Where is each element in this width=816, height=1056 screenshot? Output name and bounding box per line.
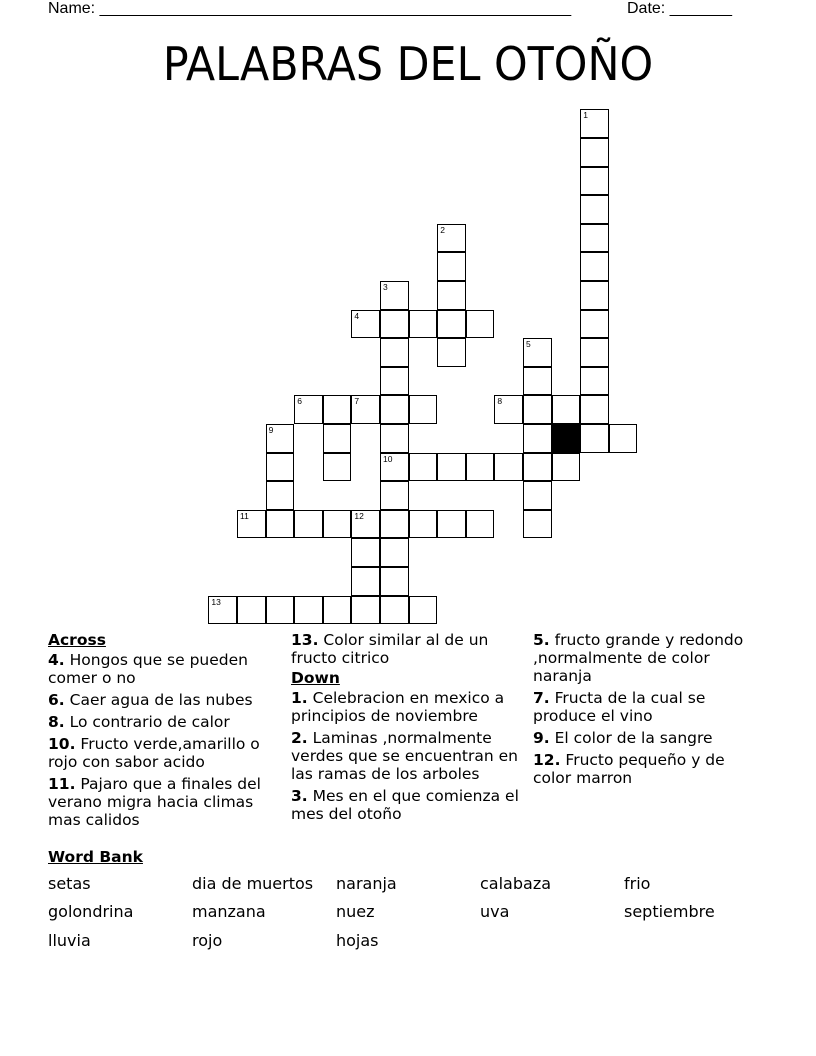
word-bank-item: uva [480,902,510,921]
grid-cell[interactable] [266,481,295,510]
grid-cell[interactable] [609,424,638,453]
clues-column-1 [48,631,273,833]
word-bank-item: naranja [336,874,397,893]
grid-cell[interactable] [323,424,352,453]
grid-cell[interactable] [380,395,409,424]
grid-cell[interactable] [523,338,552,367]
word-bank-item: nuez [336,902,375,921]
grid-cell[interactable] [380,481,409,510]
grid-cell[interactable] [437,310,466,339]
grid-cell[interactable] [523,481,552,510]
grid-cell[interactable] [437,338,466,367]
word-bank-item: manzana [192,902,266,921]
grid-cell[interactable] [437,510,466,539]
clue-down-12: 12. Fructo pequeño y de color marron [533,751,725,787]
clues-column-2 [291,631,519,827]
word-bank-item: frio [624,874,651,893]
clue-number: 3 [383,282,388,292]
grid-cell[interactable] [580,338,609,367]
clues-column-3 [533,631,763,791]
clue-across-10: 10. Fructo verde,amarillo o rojo con sabor acido [48,735,260,771]
clue-number: 11 [240,510,249,521]
grid-cell[interactable] [409,310,438,339]
grid-cell[interactable] [351,538,380,567]
grid-cell[interactable] [351,567,380,596]
grid-cell[interactable] [466,453,495,482]
word-bank-heading: Word Bank [48,848,143,866]
grid-cell[interactable] [466,510,495,539]
grid-cell[interactable] [580,109,609,138]
grid-cell[interactable] [380,453,409,482]
grid-cell[interactable] [294,596,323,625]
grid-cell[interactable] [323,453,352,482]
grid-cell[interactable] [580,367,609,396]
grid-cell[interactable] [380,567,409,596]
grid-cell[interactable] [380,281,409,310]
name-field: Name: _____________________________________________________ [48,0,572,17]
grid-cell[interactable] [266,596,295,625]
grid-cell[interactable] [523,424,552,453]
clue-number: 2 [440,224,445,235]
word-bank-item: calabaza [480,874,552,893]
grid-cell[interactable] [437,252,466,281]
grid-cell[interactable] [351,596,380,625]
grid-cell[interactable] [523,395,552,424]
clue-number: 8 [497,396,503,407]
clue-number: 9 [268,425,274,435]
grid-cell[interactable] [409,395,438,424]
clue-across-13: 13. Color similar al de un fructo citrico [291,631,489,667]
clue-number: 1 [583,110,588,121]
grid-cell[interactable] [266,424,295,453]
grid-cell[interactable] [409,453,438,482]
grid-cell[interactable] [380,338,409,367]
grid-cell[interactable] [580,195,609,224]
grid-cell[interactable] [380,596,409,625]
grid-cell[interactable] [380,424,409,453]
clue-down-2: 2. Laminas ,normalmente verdes que se encuentran en las ramas de los arboles [291,729,518,783]
grid-cell[interactable] [380,538,409,567]
grid-cell[interactable] [523,367,552,396]
word-bank-item: lluvia [48,931,91,950]
across-heading: Across [48,631,106,649]
clue-across-6: 6. Caer agua de las nubes [48,691,253,709]
grid-cell[interactable] [580,395,609,424]
clue-number: 10 [383,453,393,464]
grid-cell[interactable] [351,395,380,424]
page-title: PALABRAS DEL OTOÑO [162,37,654,91]
grid-cell[interactable] [494,395,523,424]
word-bank-item: rojo [192,931,223,950]
grid-cell[interactable] [351,310,380,339]
grid-cell[interactable] [466,310,495,339]
grid-cell[interactable] [580,310,609,339]
grid-cell[interactable] [380,367,409,396]
word-bank-item: septiembre [624,902,715,921]
grid-cell[interactable] [323,596,352,625]
clue-across-8: 8. Lo contrario de calor [48,713,230,731]
clue-down-5: 5. fructo grande y redondo ,normalmente de color naranja [533,631,744,685]
grid-cell[interactable] [266,453,295,482]
grid-cell[interactable] [380,510,409,539]
down-heading: Down [291,669,340,687]
grid-cell[interactable] [237,596,266,625]
grid-cell[interactable] [580,424,609,453]
grid-cell[interactable] [294,395,323,424]
grid-cell[interactable] [409,596,438,625]
grid-cell[interactable] [580,167,609,196]
black-cell [552,424,581,453]
grid-cell[interactable] [523,453,552,482]
word-bank-item: golondrina [48,902,134,921]
grid-cell[interactable] [580,224,609,253]
grid-cell[interactable] [552,453,581,482]
clue-number: 5 [526,339,531,350]
grid-cell[interactable] [580,281,609,310]
grid-cell[interactable] [323,510,352,539]
grid-cell[interactable] [437,281,466,310]
grid-cell[interactable] [294,510,323,539]
grid-cell[interactable] [380,310,409,339]
word-bank-item: dia de muertos [192,874,314,893]
date-field: Date: _______ [627,0,732,17]
grid-cell[interactable] [494,453,523,482]
grid-cell[interactable] [208,596,237,625]
clue-down-3: 3. Mes en el que comienza el mes del otoño [291,787,519,823]
grid-cell[interactable] [552,395,581,424]
grid-cell[interactable] [523,510,552,539]
clue-number: 13 [211,596,221,607]
clue-number: 6 [297,396,302,407]
grid-cell[interactable] [351,510,380,539]
grid-cell[interactable] [437,224,466,253]
word-bank-item: hojas [336,931,379,950]
grid-cell[interactable] [409,510,438,539]
word-bank-item: setas [48,874,91,893]
grid-cell[interactable] [237,510,266,539]
grid-cell[interactable] [266,510,295,539]
clue-across-11: 11. Pajaro que a finales del verano migra hacia climas mas calidos [48,775,261,829]
clue-number: 4 [354,310,360,321]
clue-across-4: 4. Hongos que se pueden comer o no [48,651,248,687]
grid-cell[interactable] [580,252,609,281]
clue-number: 12 [354,510,364,521]
clue-number: 7 [354,396,360,407]
clue-down-1: 1. Celebracion en mexico a principios de noviembre [291,689,505,725]
clue-down-7: 7. Fructa de la cual se produce el vino [533,689,706,725]
grid-cell[interactable] [437,453,466,482]
grid-cell[interactable] [323,395,352,424]
clue-down-9: 9. El color de la sangre [533,729,713,747]
grid-cell[interactable] [580,138,609,167]
